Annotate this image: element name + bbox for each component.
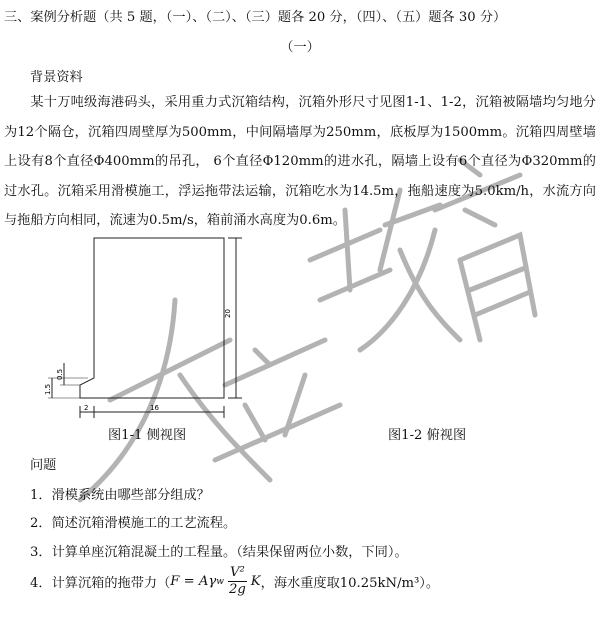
dim-step-label: 0.5 bbox=[56, 368, 64, 380]
q4-eq: = bbox=[179, 574, 199, 589]
q4-prefix: 4．计算沉箱的拖带力（ bbox=[30, 576, 171, 591]
section-heading: 三、案例分析题（共 5 题，（一）、（二）、（三）题各 20 分，（四）、（五）题各 30 分） bbox=[4, 10, 507, 25]
question-3: 3．计算单座沉箱混凝土的工程量。（结果保留两位小数，下同）。 bbox=[30, 545, 408, 560]
dim-toe-label: 2 bbox=[84, 404, 89, 412]
background-paragraph: 某十万吨级海港码头，采用重力式沉箱结构，沉箱外形尺寸见图1-1、1-2，沉箱被隔墙均匀地分为12个隔仓，沉箱四周壁厚为500mm，中间隔墙厚为250mm，底板厚为1500mm。沉箱四周壁墙上设有8个直径Φ400mm的吊孔， 6个直径Φ120mm的进水孔，隔墙上设有6个直径为Φ320mm的过水孔。沉箱采用滑模施工，浮运拖带法运输，沉箱吃水为14.5m，拖船速度为5.0km/h，水流方向与拖船方向相同，流速为0.5m/s，箱前涌水高度为0.6m。 bbox=[4, 95, 596, 228]
caption-top-view: 图1-2 俯视图 bbox=[388, 428, 467, 443]
q4-sub: w bbox=[216, 576, 224, 587]
dim-width-label: 16 bbox=[150, 404, 159, 412]
q4-numerator: V² bbox=[229, 565, 245, 580]
question-4 bbox=[30, 565, 439, 598]
q4-denominator: 2g bbox=[228, 582, 246, 597]
caption-side-view: 图1-1 侧视图 bbox=[108, 428, 187, 443]
side-view-figure bbox=[28, 228, 258, 418]
q4-coef: Aγ bbox=[198, 574, 217, 589]
q4-suffix: ，海水重度取10.25kN/m³）。 bbox=[260, 576, 440, 591]
question-1: 1．滑模系统由哪些部分组成？ bbox=[30, 488, 210, 503]
case-number: （一） bbox=[280, 40, 320, 55]
question-2: 2．简述沉箱滑模施工的工艺流程。 bbox=[30, 516, 237, 531]
background-label: 背景资料 bbox=[30, 70, 83, 85]
q4-fraction bbox=[228, 565, 247, 598]
dim-height-label: 20 bbox=[224, 309, 232, 318]
q4-k: K bbox=[250, 574, 261, 589]
q4-lhs: F bbox=[170, 574, 180, 589]
questions-label: 问题 bbox=[30, 458, 57, 473]
dim-base-label: 1.5 bbox=[44, 383, 52, 395]
